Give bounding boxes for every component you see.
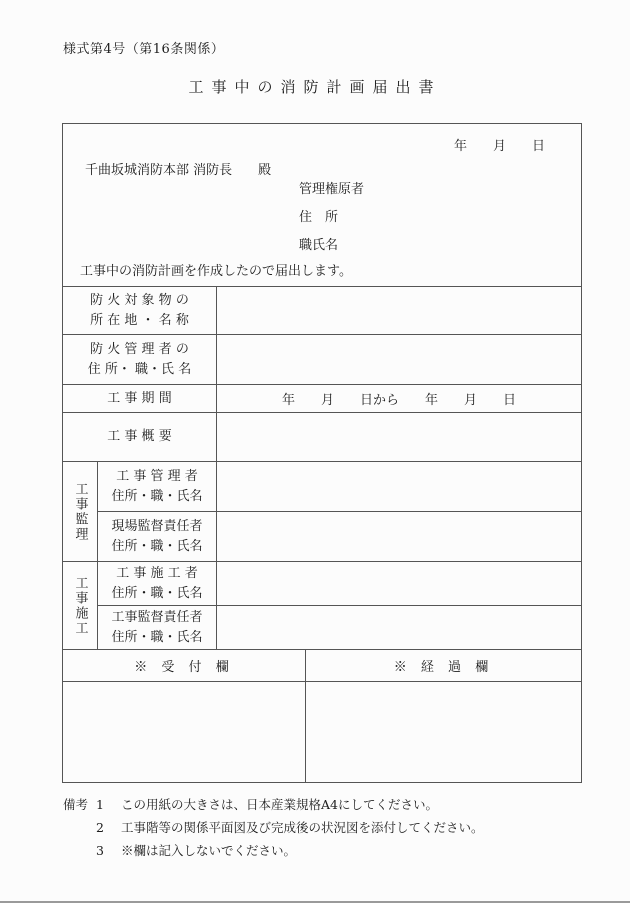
form-table — [62, 123, 582, 783]
row-period — [63, 385, 581, 413]
note-3-number: 3 — [96, 843, 104, 858]
form-code: 様式第4号（第16条関係） — [63, 42, 225, 57]
construction-manager-value-cell[interactable] — [217, 462, 581, 511]
declaration-line: 工事中の消防計画を作成したので届出します。 — [80, 264, 352, 279]
supervision-group-cell — [63, 462, 98, 561]
constructor-label — [98, 562, 217, 605]
site-label-line2: 所 在 地 ・ 名 称 — [90, 312, 189, 328]
stamp-body-row — [63, 682, 581, 782]
row-fire-manager — [63, 335, 581, 385]
construction-group-label: 工事施工 — [72, 575, 88, 636]
site-value-cell[interactable] — [217, 287, 581, 334]
page-title: 工事中の消防計画届出書 — [188, 78, 442, 96]
site-supervisor-label-line1: 現場監督責任者 — [111, 519, 203, 534]
work-supervisor-value-cell[interactable] — [217, 606, 581, 649]
note-2-text: 工事階等の関係平面図及び完成後の状況図を添付してください。 — [121, 820, 484, 835]
site-supervisor-label — [98, 512, 217, 561]
applicant-address-label: 住 所 — [299, 210, 339, 225]
fire-manager-label-line2: 住 所・ 職・氏 名 — [87, 361, 192, 377]
constructor-label-line2: 住所・職・氏名 — [111, 585, 203, 601]
outline-label: 工 事 概 要 — [63, 413, 217, 461]
stamp-header-row — [63, 650, 581, 682]
fire-manager-label — [63, 335, 217, 384]
reception-box[interactable] — [63, 682, 306, 782]
period-value-cell[interactable]: 年 月 日から 年 月 日 — [281, 393, 516, 408]
work-supervisor-label — [98, 606, 217, 649]
work-supervisor-label-line1: 工事監督責任者 — [111, 610, 203, 625]
note-3-text: ※欄は記入しないでください。 — [121, 843, 297, 858]
work-supervisor-label-line2: 住所・職・氏名 — [111, 629, 203, 645]
applicant-name-label: 職氏名 — [299, 238, 339, 253]
row-outline — [63, 413, 581, 462]
notes-label: 備考 — [63, 797, 89, 812]
period-label: 工 事 期 間 — [63, 385, 217, 412]
date-line: 年 月 日 — [453, 139, 545, 154]
row-constructor — [98, 562, 581, 606]
progress-box[interactable] — [306, 682, 581, 782]
group-construction — [63, 562, 581, 650]
note-line-1 — [63, 793, 484, 816]
fire-manager-value-cell[interactable] — [217, 335, 581, 384]
construction-manager-label-line1: 工 事 管 理 者 — [116, 469, 198, 484]
construction-manager-label — [98, 462, 217, 511]
note-1-text: この用紙の大きさは、日本産業規格A4にしてください。 — [121, 797, 438, 812]
site-label — [63, 287, 217, 334]
note-1-number: 1 — [96, 797, 104, 812]
site-supervisor-value-cell[interactable] — [217, 512, 581, 561]
progress-column-header: ※ 経 過 欄 — [393, 660, 494, 675]
group-supervision — [63, 462, 581, 562]
note-line-2 — [63, 816, 484, 839]
row-work-supervisor — [98, 606, 581, 649]
applicant-role-label: 管理権原者 — [299, 182, 365, 197]
supervision-group-label: 工事監理 — [72, 481, 88, 542]
constructor-value-cell[interactable] — [217, 562, 581, 605]
row-construction-manager — [98, 462, 581, 512]
fire-manager-label-line1: 防 火 管 理 者 の — [90, 342, 189, 357]
outline-value-cell[interactable] — [217, 413, 581, 461]
reception-column-header: ※ 受 付 欄 — [63, 650, 306, 681]
note-line-3 — [63, 839, 484, 862]
header-block — [63, 124, 581, 287]
construction-manager-label-line2: 住所・職・氏名 — [111, 488, 203, 504]
note-2-number: 2 — [96, 820, 104, 835]
row-site — [63, 287, 581, 335]
constructor-label-line1: 工 事 施 工 者 — [116, 566, 198, 581]
notes-block — [63, 793, 484, 862]
addressee-line: 千曲坂城消防本部 消防長 殿 — [85, 163, 272, 178]
site-label-line1: 防 火 対 象 物 の — [90, 293, 189, 308]
site-supervisor-label-line2: 住所・職・氏名 — [111, 538, 203, 554]
construction-group-cell — [63, 562, 98, 649]
row-site-supervisor — [98, 512, 581, 561]
applicant-block — [299, 176, 364, 260]
